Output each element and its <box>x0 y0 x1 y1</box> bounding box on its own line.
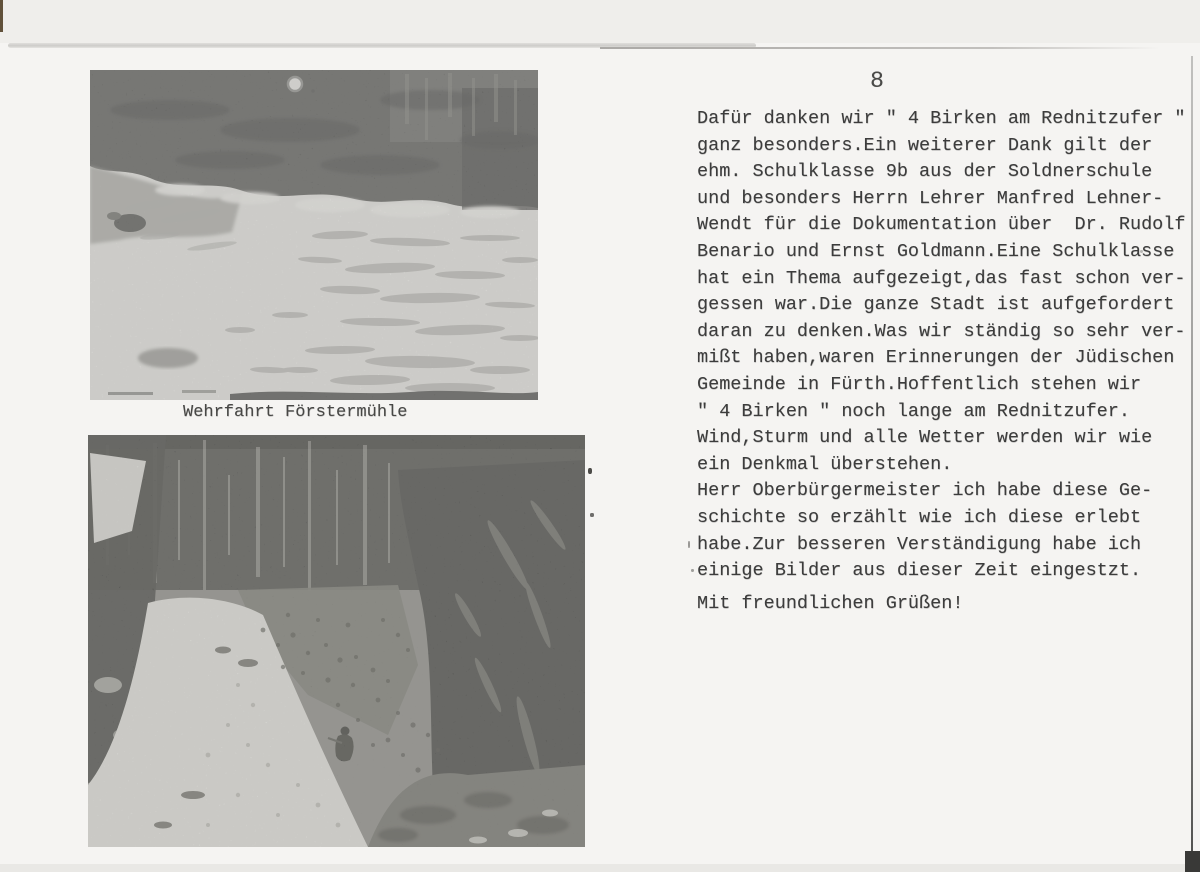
letter-line: Wendt für die Dokumentation über Dr. Rudolf <box>697 214 1186 236</box>
letter-line: ein Denkmal überstehen. <box>697 453 953 475</box>
letter-line: und besonders Herrn Lehrer Manfred Lehner- <box>697 187 1164 209</box>
scan-speck <box>588 468 592 474</box>
scan-top-band <box>0 0 1200 43</box>
letter-line: Dafür danken wir " 4 Birken am Rednitzufer " <box>697 108 1186 129</box>
letter-line: Herr Oberbürgermeister ich habe diese Ge- <box>697 480 1153 502</box>
photo-caption: Wehrfahrt Förstermühle <box>183 403 408 422</box>
letter-line: gessen war.Die ganze Stadt ist aufgefordert <box>697 294 1175 316</box>
letter-line: ehm. Schulklasse 9b aus der Soldnerschule <box>697 161 1153 183</box>
letter-line: " 4 Birken " noch lange am Rednitzufer. <box>697 400 1130 422</box>
page-number: 8 <box>870 68 884 94</box>
scan-speck <box>688 541 690 548</box>
scan-speck <box>691 569 694 572</box>
letter-line: daran zu denken.Was wir ständig so sehr ver- <box>697 320 1186 342</box>
letter-text-block <box>697 106 1197 617</box>
scan-edge-mark <box>0 0 3 32</box>
letter-line: hat ein Thema aufgezeigt,das fast schon ver- <box>697 267 1186 289</box>
letter-line: Gemeinde in Fürth.Hoffentlich stehen wir <box>697 373 1142 395</box>
letter-line: mißt haben,waren Erinnerungen der Jüdischen <box>697 347 1175 369</box>
photo-gorge-stream <box>88 435 585 847</box>
letter-line: Benario und Ernst Goldmann.Eine Schulklasse <box>697 240 1175 262</box>
scan-speck <box>590 513 594 517</box>
scan-corner-blob <box>1185 851 1200 872</box>
scan-bottom-strip <box>0 864 1200 872</box>
letter-line: habe.Zur besseren Verständigung habe ich <box>697 533 1142 555</box>
letter-closing-line: Mit freundlichen Grüßen! <box>697 592 964 614</box>
letter-line: ganz besonders.Ein weiterer Dank gilt der <box>697 134 1153 156</box>
scan-fold-line-right <box>600 47 1160 49</box>
letter-line: schichte so erzählt wie ich diese erlebt <box>697 506 1142 528</box>
letter-line: einige Bilder aus dieser Zeit eingestzt. <box>697 560 1142 582</box>
photo-weir-rapids <box>90 70 538 400</box>
letter-line: Wind,Sturm und alle Wetter werden wir wie <box>697 427 1153 449</box>
